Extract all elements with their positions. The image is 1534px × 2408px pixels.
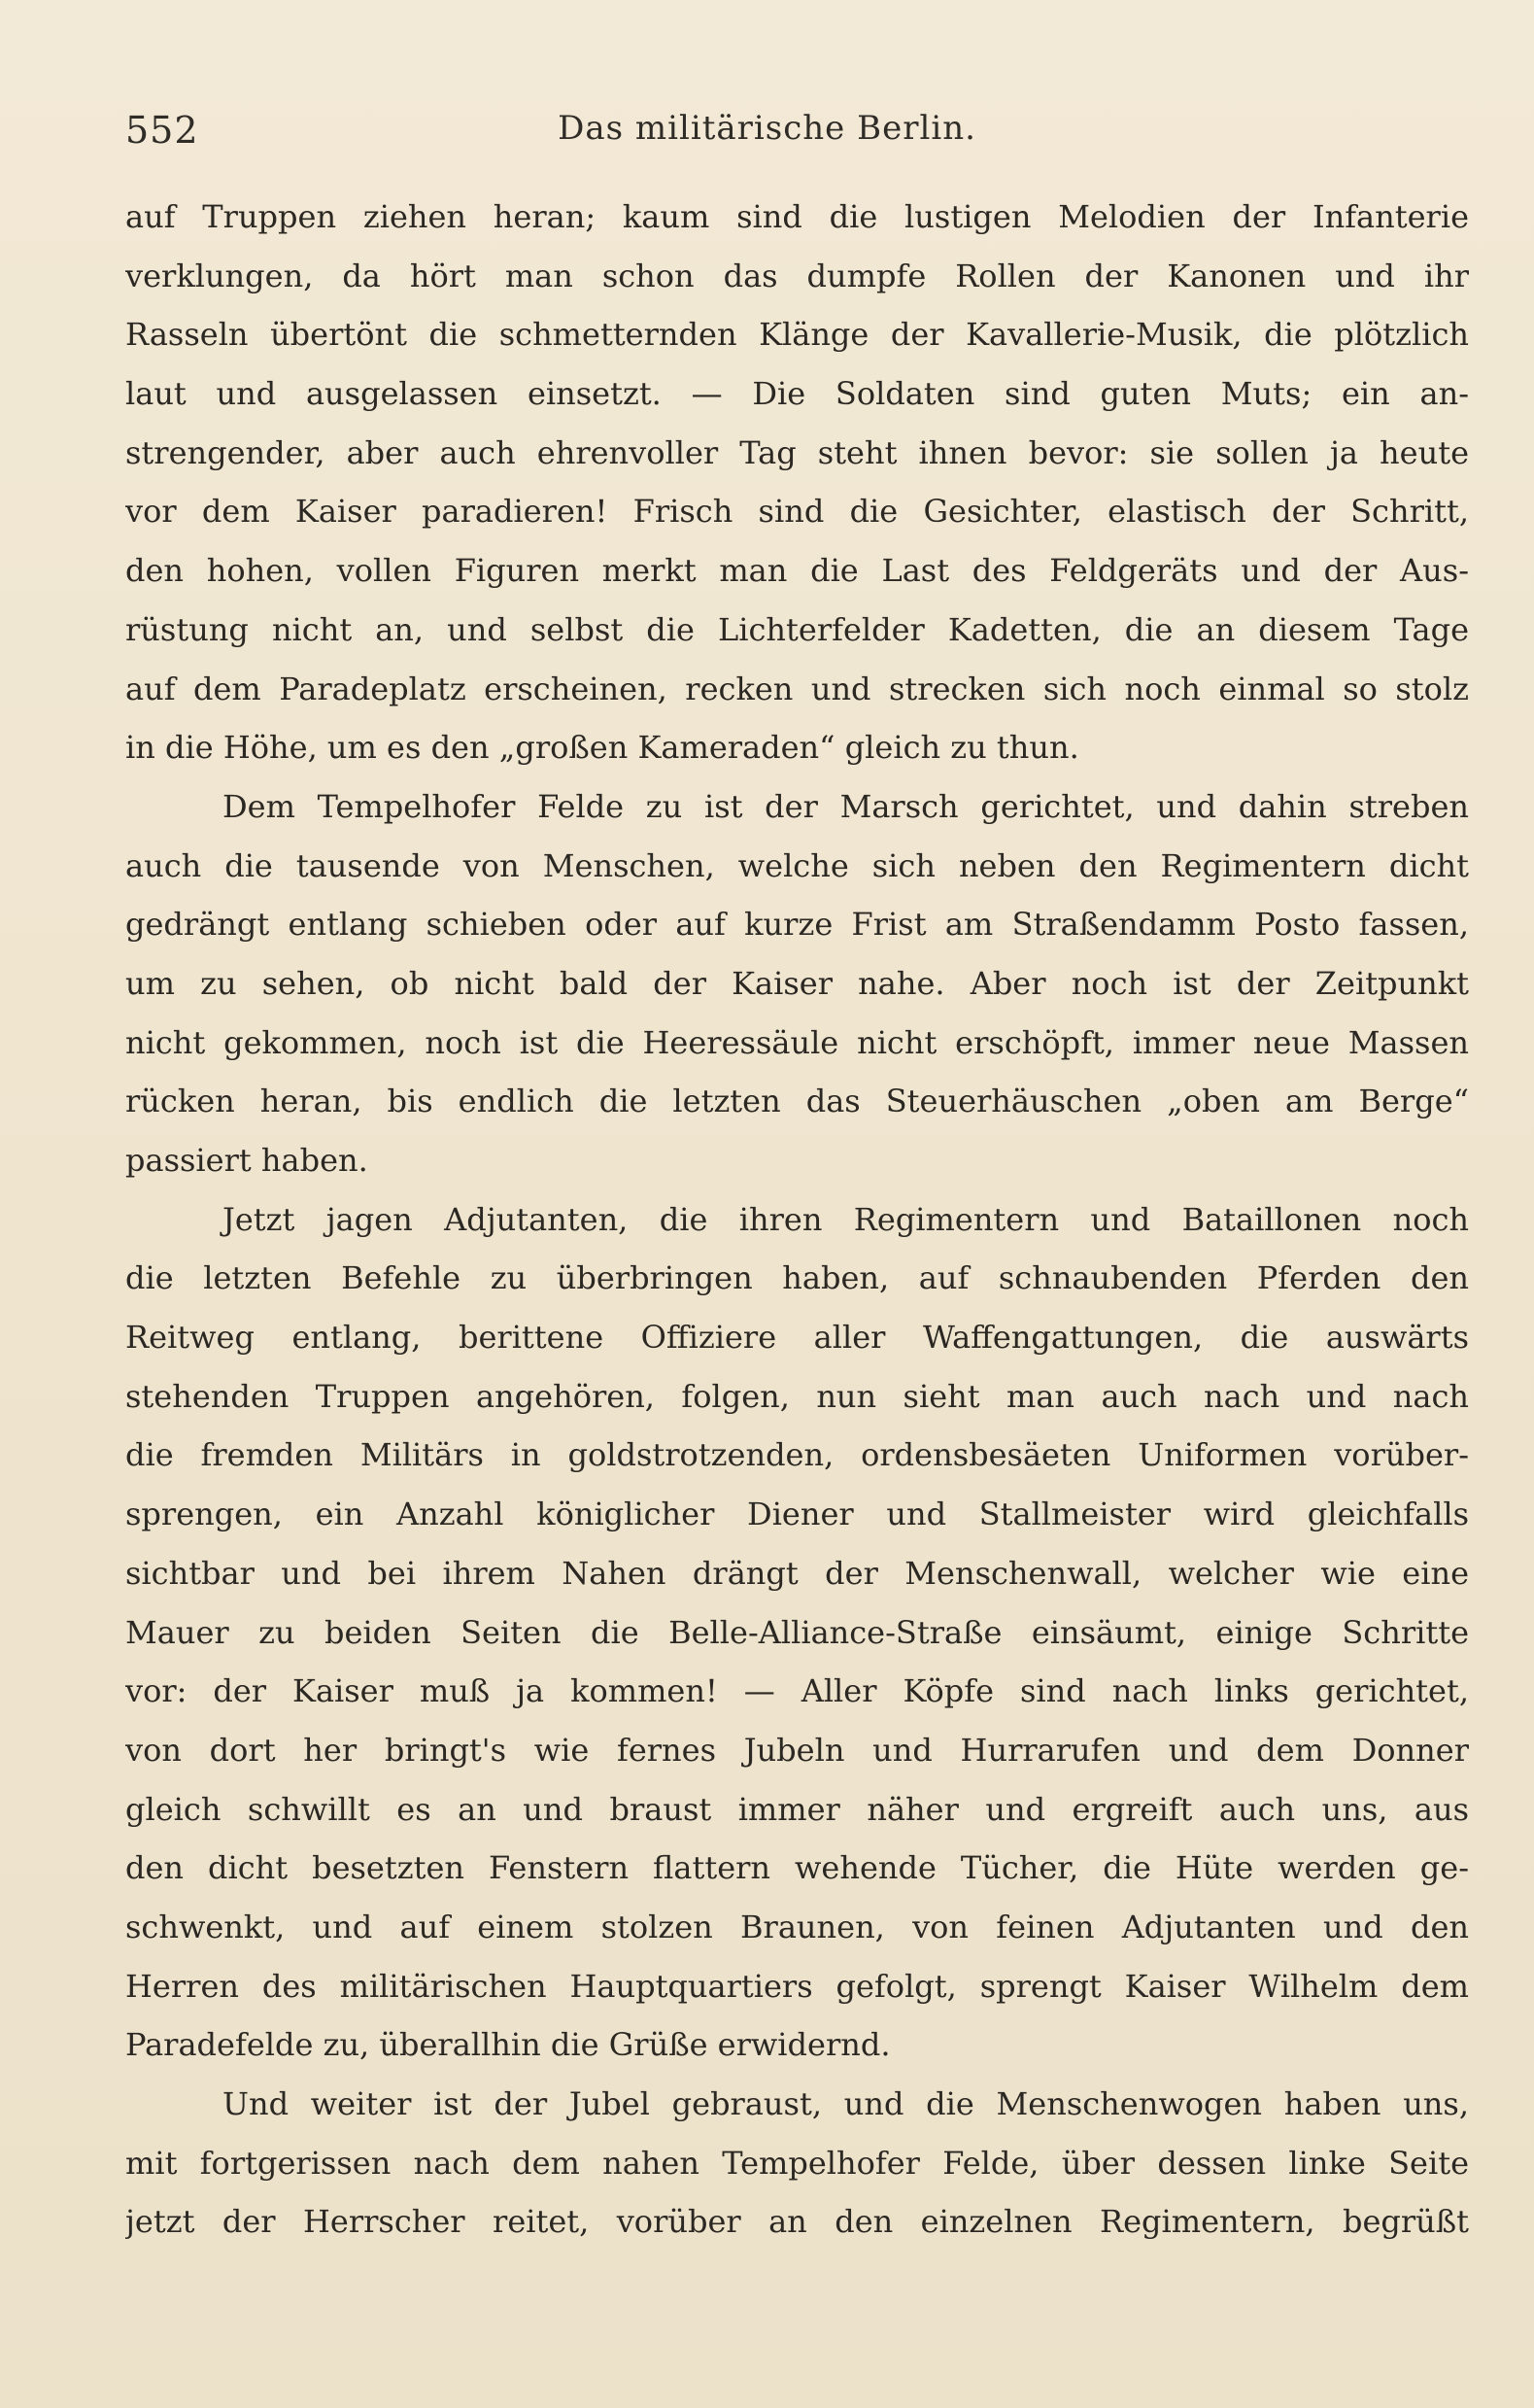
running-title: Das militärische Berlin. bbox=[558, 109, 976, 148]
text-line: den hohen, vollen Figuren merkt man die Last des Feldgeräts und der Aus- bbox=[125, 552, 1469, 590]
text-line: sprengen, ein Anzahl königlicher Diener und Stallmeister wird gleichfalls bbox=[125, 1496, 1469, 1533]
text-line: laut und ausgelassen einsetzt. — Die Soldaten sind guten Muts; ein an- bbox=[125, 375, 1469, 413]
text-line: schwenkt, und auf einem stolzen Braunen, von feinen Adjutanten und den bbox=[125, 1908, 1469, 1945]
text-line: von dort her bringt's wie fernes Jubeln und Hurrarufen und dem Donner bbox=[125, 1731, 1469, 1769]
text-line: vor: der Kaiser muß ja kommen! — Aller Köpfe sind nach links gerichtet, bbox=[125, 1672, 1469, 1710]
text-line: stehenden Truppen angehören, folgen, nun sieht man auch nach und nach bbox=[125, 1377, 1469, 1415]
text-line: Rasseln übertönt die schmetternden Klänge der Kavallerie-Musik, die plötzlich bbox=[125, 316, 1469, 354]
text-line: um zu sehen, ob nicht bald der Kaiser nahe. Aber noch ist der Zeitpunkt bbox=[125, 964, 1469, 1002]
page-number: 552 bbox=[125, 109, 199, 152]
text-line: Jetzt jagen Adjutanten, die ihren Regimentern und Bataillonen noch bbox=[222, 1200, 1469, 1238]
text-line: gedrängt entlang schieben oder auf kurze Frist am Straßendamm Posto fassen, bbox=[125, 906, 1469, 944]
text-line: verklungen, da hört man schon das dumpfe Rollen der Kanonen und ihr bbox=[125, 257, 1469, 294]
text-line: Mauer zu beiden Seiten die Belle-Alliance-Straße einsäumt, einige Schritte bbox=[125, 1613, 1469, 1651]
text-line: passiert haben. bbox=[125, 1142, 368, 1179]
text-line: Herren des militärischen Hauptquartiers gefolgt, sprengt Kaiser Wilhelm dem bbox=[125, 1967, 1469, 2005]
text-line: die fremden Militärs in goldstrotzenden, ordensbesäeten Uniformen vorüber- bbox=[125, 1436, 1469, 1474]
text-line: auf dem Paradeplatz erscheinen, recken und strecken sich noch einmal so stolz bbox=[125, 670, 1469, 707]
text-line: nicht gekommen, noch ist die Heeressäule nicht erschöpft, immer neue Massen bbox=[125, 1023, 1469, 1061]
text-line: sichtbar und bei ihrem Nahen drängt der Menschenwall, welcher wie eine bbox=[125, 1554, 1469, 1592]
text-line: rüstung nicht an, und selbst die Lichterfelder Kadetten, die an diesem Tage bbox=[125, 610, 1469, 648]
text-line: auf Truppen ziehen heran; kaum sind die lustigen Melodien der Infanterie bbox=[125, 198, 1469, 235]
text-line: Dem Tempelhofer Felde zu ist der Marsch gerichtet, und dahin streben bbox=[222, 787, 1469, 825]
text-line: jetzt der Herrscher reitet, vorüber an den einzelnen Regimentern, begrüßt bbox=[125, 2203, 1469, 2241]
text-line: rücken heran, bis endlich die letzten das Steuerhäuschen „oben am Berge“ bbox=[125, 1083, 1469, 1120]
text-line: gleich schwillt es an und braust immer näher und ergreift auch uns, aus bbox=[125, 1790, 1469, 1828]
text-line: die letzten Befehle zu überbringen haben, auf schnaubenden Pferden den bbox=[125, 1259, 1469, 1297]
text-line: mit fortgerissen nach dem nahen Tempelhofer Felde, über dessen linke Seite bbox=[125, 2144, 1469, 2182]
text-line: auch die tausende von Menschen, welche sich neben den Regimentern dicht bbox=[125, 846, 1469, 884]
text-line: vor dem Kaiser paradieren! Frisch sind die Gesichter, elastisch der Schritt, bbox=[125, 493, 1469, 531]
text-line: strengender, aber auch ehrenvoller Tag steht ihnen bevor: sie sollen ja heute bbox=[125, 433, 1469, 471]
body-text bbox=[125, 188, 1469, 2252]
text-line: in die Höhe, um es den „großen Kameraden“ gleich zu thun. bbox=[125, 729, 1079, 767]
text-line: den dicht besetzten Fenstern flattern wehende Tücher, die Hüte werden ge- bbox=[125, 1849, 1469, 1887]
text-line: Und weiter ist der Jubel gebraust, und die Menschenwogen haben uns, bbox=[222, 2085, 1469, 2122]
text-line: Reitweg entlang, berittene Offiziere aller Waffengattungen, die auswärts bbox=[125, 1319, 1469, 1357]
text-line: Paradefelde zu, überallhin die Grüße erwidernd. bbox=[125, 2026, 891, 2064]
